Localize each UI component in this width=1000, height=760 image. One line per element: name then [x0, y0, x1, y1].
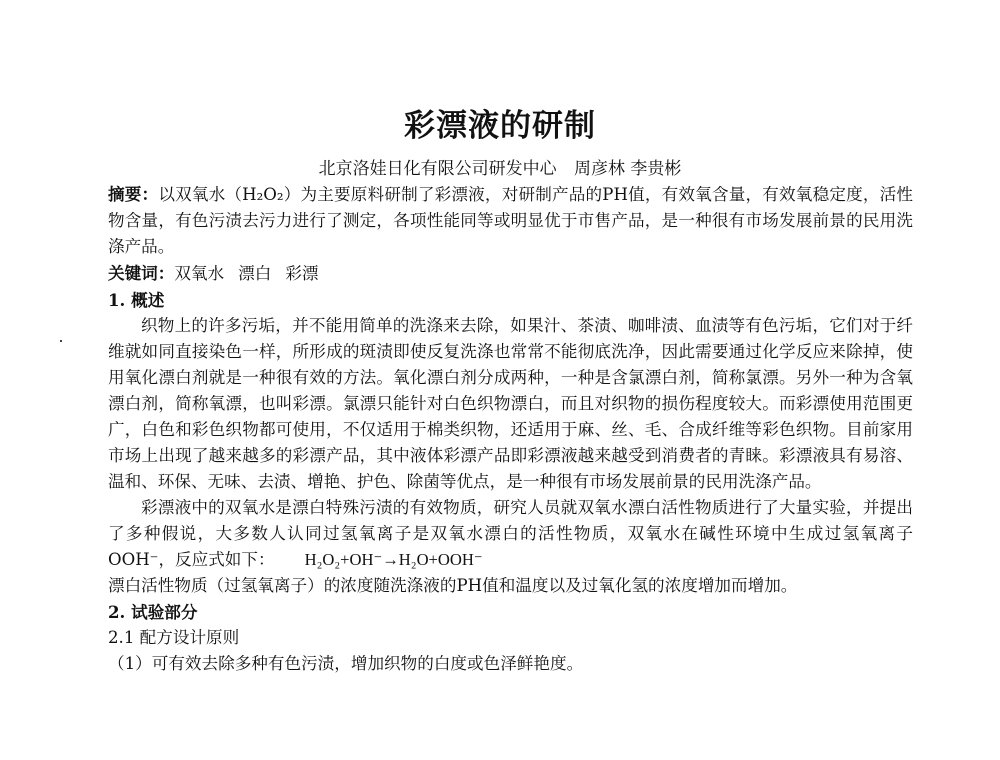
abstract-label: 摘要： — [108, 184, 159, 204]
keyword-2: 漂白 — [238, 264, 272, 283]
list-item-1: （1）可有效去除多种有色污渍，增加织物的白度或色泽鲜艳度。 — [108, 654, 584, 673]
keyword-1: 双氧水 — [174, 264, 225, 283]
keywords — [108, 260, 913, 287]
author-line — [0, 154, 1000, 179]
paper-body — [108, 181, 913, 677]
section-1-paragraph-3: 漂白活性物质（过氢氧离子）的浓度随洗涤液的PH值和温度以及过氧化氢的浓度增加而增加。 — [108, 576, 798, 595]
affiliation: 北京洛娃日化有限公司研发中心 — [318, 159, 557, 179]
paragraph-2-text: 彩漂液中的双氧水是漂白特殊污渍的有效物质，研究人员就双氧水漂白活性物质进行了大量实验，并提出了多种假说，大多数人认同过氢氧离子是双氧水漂白的活性物质，双氧水在碱性环境中生成过氢氧离子 OOH⁻，反应式如下： — [108, 498, 913, 569]
abstract — [108, 181, 913, 260]
section-1-paragraph-2 — [108, 495, 913, 573]
abstract-text: 以双氧水（H₂O₂）为主要原料研制了彩漂液，对研制产品的PH值，有效氧含量，有效氧稳定度，活性物含量，有色污渍去污力进行了测定，各项性能同等或明显优于市售产品，是一种很有市场发展前景的民用洗涤产品。 — [108, 185, 914, 256]
reaction-equation: H₂O₂+OH⁻→H₂O+OOH⁻ — [304, 550, 483, 569]
keyword-3: 彩漂 — [285, 264, 319, 283]
scan-speck — [60, 340, 62, 342]
section-1-paragraph-1: 织物上的许多污垢，并不能用简单的洗涤来去除，如果汁、茶渍、咖啡渍、血渍等有色污垢，它们对于纤维就如同直接染色一样，所形成的斑渍即使反复洗涤也常常不能彻底洗净，因此需要通过化学反应来除掉，使用氧化漂白剂就是一种很有效的方法。氧化漂白剂分成两种，一种是含氯漂白剂，简称氯漂。另外一种为含氧漂白剂，简称氧漂，也叫彩漂。氯漂只能针对白色织物漂白，而且对织物的损伤程度较大。而彩漂使用范围更广，白色和彩色织物都可使用，不仅适用于棉类织物，还适用于麻、丝、毛、合成纤维等彩色织物。目前家用市场上出现了越来越多的彩漂产品，其中液体彩漂产品即彩漂液越来越受到消费者的青睐。彩漂液具有易溶、温和、环保、无味、去渍、增艳、护色、除菌等优点，是一种很有市场发展前景的民用洗涤产品。 — [108, 316, 913, 491]
author-names: 周彦林 李贵彬 — [574, 159, 682, 179]
section-1-heading: 1. 概述 — [108, 290, 165, 310]
section-2-1-heading: 2.1 配方设计原则 — [108, 628, 240, 647]
paper-title: 彩漂液的研制 — [404, 108, 596, 144]
section-2-heading: 2. 试验部分 — [108, 602, 198, 622]
keywords-label: 关键词： — [108, 263, 175, 283]
